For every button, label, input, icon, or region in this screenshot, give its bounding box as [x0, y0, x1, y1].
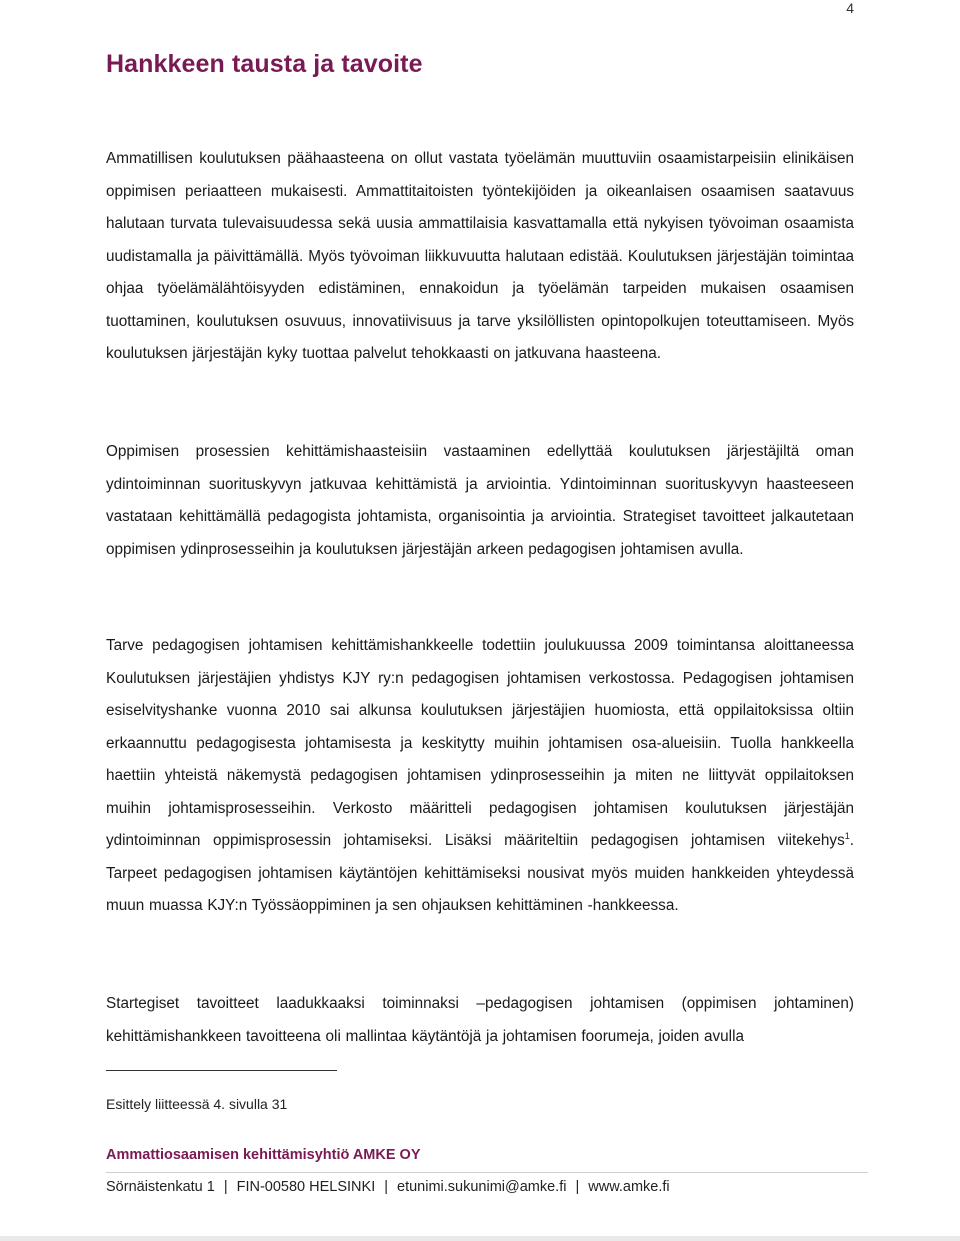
- footer-separator: |: [384, 1179, 389, 1195]
- footer-divider: [106, 1172, 868, 1173]
- paragraph-background: Ammatillisen koulutuksen päähaasteena on ollut vastata työelämän muuttuviin osaamistarpeisiin elinikäisen oppimisen periaatteen mukaisesti. Ammattitaitoisten työntekijöiden ja oikeanlaisen osaamisen saatavuus halutaan turvata tulevaisuudessa sekä uusia ammattilaisia kasvattamalla että nykyisen työvoiman osaamista uudistamalla ja päivittämällä. Myös työvoiman liikkuvuutta halutaan edistää. Koulutuksen järjestäjän toimintaa ohjaa työelämälähtöisyyden edistäminen, ennakoidun ja työelämän tarpeiden mukaisen osaamisen tuottaminen, koulutuksen osuvuus, innovatiivisuus ja tarve yksilöllisten opintopolkujen toteuttamiseen. Myös koulutuksen järjestäjän kyky tuottaa palvelut tehokkaasti on jatkuvana haasteena.: [106, 150, 854, 362]
- paragraph-goals: Startegiset tavoitteet laadukkaaksi toiminnaksi –pedagogisen johtamisen (oppimisen johtaminen) kehittämishankkeen tavoitteena oli mallintaa käytäntöjä ja johtamisen foorumeja, joiden avulla: [106, 995, 854, 1045]
- footer-separator: |: [223, 1179, 228, 1195]
- paragraph-challenges: Oppimisen prosessien kehittämishaasteisiin vastaaminen edellyttää koulutuksen järjestäjiltä oman ydintoiminnan suorituskyvyn jatkuvaa kehittämistä ja arviointia. Ydintoiminnan suorituskyvyn haasteeseen vastataan kehittämällä pedagogista johtamista, organisointia ja arviointia. Strategiset tavoitteet jalkautetaan oppimisen ydinprosesseihin ja koulutuksen järjestäjän arkeen pedagogisen johtamisen avulla.: [106, 443, 854, 558]
- paragraph-need-text-start: Tarve pedagogisen johtamisen kehittämishankkeelle todettiin joulukuussa 2009 toimintansa aloittaneessa Koulutuksen järjestäjien yhdistys KJY ry:n pedagogisen johtamisen verkostossa. Pedagogisen johtamisen esiselvityshanke vuonna 2010 sai alkunsa koulutuksen järjestäjien huomiosta, että oppilaitoksissa oltiin erkaannuttu pedagogisesta johtamisesta ja keskitytty muihin johtamisen osa-alueisiin. Tuolla hankkeella haettiin yhteistä näkemystä pedagogisen johtamisen ydinprosesseihin ja miten ne liittyvät oppilaitoksen muihin johtamisprosesseihin. Verkosto määritteli pedagogisen johtamisen koulutuksen järjestäjän ydintoiminnan oppimisprosessin johtamiseksi. Lisäksi määriteltiin pedagogisen johtamisen viitekehys: [106, 637, 854, 849]
- footer-contact-line: [106, 1179, 670, 1195]
- paragraph-need: [106, 630, 854, 923]
- footnote-reference[interactable]: 1: [844, 830, 850, 841]
- section-heading: Hankkeen tausta ja tavoite: [106, 50, 423, 78]
- page-bottom-edge: [0, 1236, 960, 1241]
- paragraph-need-text-end: . Tarpeet pedagogisen johtamisen käytäntöjen kehittämiseksi nousivat myös muiden hankkeiden yhteydessä muun muassa KJY:n Työssäoppiminen ja sen ohjauksen kehittäminen -hankkeessa.: [106, 832, 854, 914]
- footer-company-name: Ammattiosaamisen kehittämisyhtiö AMKE OY: [106, 1147, 421, 1163]
- footer-address: Sörnäistenkatu 1: [106, 1179, 215, 1195]
- footer-email[interactable]: etunimi.sukunimi@amke.fi: [397, 1179, 567, 1195]
- footer-postal: FIN-00580 HELSINKI: [236, 1179, 376, 1195]
- page-number: 4: [846, 0, 854, 16]
- footer-separator: |: [575, 1179, 580, 1195]
- footnote-text: Esittely liitteessä 4. sivulla 31: [106, 1096, 288, 1112]
- footnote-divider: [106, 1070, 337, 1071]
- footer-website[interactable]: www.amke.fi: [588, 1179, 670, 1195]
